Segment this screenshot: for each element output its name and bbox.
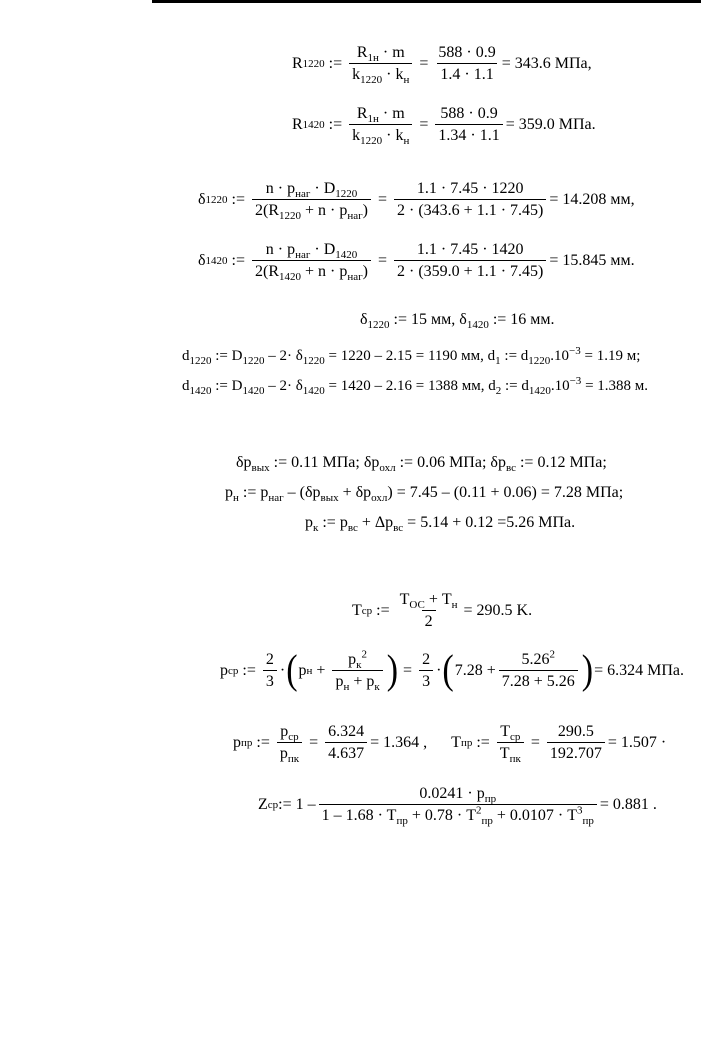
t: .10	[550, 348, 570, 364]
t: + 0.0107 · T	[492, 807, 577, 824]
assign: :=	[242, 662, 256, 679]
eq: =	[530, 734, 540, 751]
symbolic-fraction	[252, 180, 371, 223]
s: ср	[510, 731, 521, 744]
den: 7.28 + 5.26	[499, 670, 578, 690]
t: := 0.06 МПа; δp	[395, 454, 506, 471]
s: к	[313, 522, 319, 535]
eq: =	[403, 662, 413, 679]
den: 192.707	[547, 742, 605, 762]
num: 588 · 0.9	[440, 105, 498, 122]
symbolic-fraction	[349, 105, 412, 148]
d: 3	[263, 670, 277, 690]
t: := 16 мм.	[488, 311, 555, 328]
t: · k	[386, 66, 404, 83]
num: 6.324	[328, 723, 365, 740]
t: := 1 –	[278, 796, 316, 813]
n: 2	[422, 651, 431, 668]
value-fraction	[394, 242, 546, 280]
t: := 15 мм, δ	[389, 311, 467, 328]
fraction	[497, 723, 524, 766]
paren: (	[286, 648, 298, 693]
t: := d	[501, 378, 529, 394]
den: 2 · (343.6 + 1.1 · 7.45)	[394, 199, 546, 219]
den: 2	[422, 610, 436, 630]
t: · m	[382, 105, 405, 122]
s: 1420	[466, 319, 489, 332]
t: p	[280, 723, 289, 740]
eq-delta1420: δ 1420 := $\frac{n \cdot p_{наг} \cdot D_{1420}}{2(R_{1420} + n \cdot p_{наг})}$ = $\frac{1.1 \cdot 7.45 \cdot 1420}{2 \cdot (359.0 + 1.1 \cdot 7.45)}$ = 15.845 мм.	[198, 241, 635, 284]
s: 1220	[189, 355, 212, 367]
s: наг	[295, 188, 311, 201]
t: – 2· δ	[264, 348, 303, 364]
t: 0.0241 · p	[419, 785, 485, 802]
eq-pn	[225, 484, 624, 505]
t: + n · p	[305, 202, 348, 219]
s: н	[233, 492, 239, 505]
eq-r1420: R 1420 := $\frac{R_{1н} \cdot m}{k_{1220} \cdot k_н}$ = $\frac{588 \cdot 0.9}{1.34 \cdot 1.1}$ = 359.0 МПа.	[292, 105, 596, 148]
s: 1	[495, 355, 501, 367]
lhs: δ	[198, 191, 206, 208]
value-fraction	[499, 648, 578, 690]
t: = 1.388 м.	[581, 378, 649, 394]
t: R	[356, 44, 368, 61]
result: = 343.6 МПа,	[501, 55, 592, 72]
s: вых	[251, 462, 270, 475]
t: = 1420 – 2.16 = 1388 мм, d	[324, 378, 496, 394]
result: = 0.881 .	[599, 796, 657, 813]
assign: :=	[256, 734, 270, 751]
eq: =	[419, 55, 429, 72]
t: – (δp	[283, 484, 321, 501]
s: вс	[393, 522, 404, 535]
s: наг	[295, 249, 311, 262]
s: н	[403, 135, 410, 148]
s: 1420	[335, 249, 358, 262]
result: = 15.845 мм.	[549, 252, 635, 269]
eq-pcp: p ср := $\frac{2}{3}$ · ( p н + $\frac{p_к^2}{p_н + p_к}$ ) = $\frac{2}{3}$ · ( 7.28 + $\frac{5.26^2}{7.28 + 5.26}$ ) = 6.324 МПа.	[220, 648, 685, 694]
eq-delta1220: δ 1220 := $\frac{n \cdot p_{наг} \cdot D_{1220}}{2(R_{1220} + n \cdot p_{наг})}$ = $\frac{1.1 \cdot 7.45 \cdot 1220}{2 \cdot (343.6 + 1.1 \cdot 7.45)}$ = 14.208 мм,	[198, 180, 635, 223]
s: охл	[379, 462, 396, 475]
t: · m	[382, 44, 405, 61]
t: p	[279, 745, 288, 762]
result: = 1.507 ·	[607, 734, 667, 751]
t: 2(R	[255, 263, 280, 280]
s: 1420	[279, 271, 302, 284]
s: наг	[268, 492, 284, 505]
eq-d1220	[182, 345, 641, 367]
t: .10	[550, 378, 570, 394]
s: 1420	[528, 385, 551, 397]
t: p	[305, 514, 313, 531]
t: T	[399, 591, 410, 608]
inner-fraction	[332, 648, 382, 694]
fraction	[277, 723, 302, 766]
s: 1420	[302, 385, 325, 397]
eq-zcp: Z ср := 1 – $\frac{0.0241 \cdot p_{пр}}{1 - 1.68 \cdot T_{пр} + 0.78 \cdot T^2_{пр} + 0.0107 \cdot T^3_{пр}}$ = 0.881 .	[258, 785, 657, 828]
t: p	[298, 662, 307, 679]
d: 3	[419, 670, 433, 690]
eq-ppr: p пр := $\frac{p_{ср}}{p_{пк}}$ = $\frac{6.324}{4.637}$ = 1.364 , T пр := $\frac{T_{ср}}{T_{пк}}$ = $\frac{290.5}{192.707}$ = 1.507 ·	[233, 723, 667, 766]
t: n · p	[265, 241, 296, 258]
s: 2	[475, 804, 482, 817]
s: 1220	[335, 188, 358, 201]
t: T	[451, 734, 461, 751]
t: · k	[386, 127, 404, 144]
assign: :=	[476, 734, 490, 751]
t: ) = 7.45 – (0.11 + 0.06) = 7.28 МПа;	[387, 484, 624, 501]
t: := 0.12 МПа;	[515, 454, 607, 471]
t: = 1.19 м;	[580, 348, 641, 364]
t: := D	[211, 378, 243, 394]
paren: (	[442, 648, 454, 693]
s: пр	[396, 815, 408, 828]
t: d	[182, 378, 190, 394]
plus: +	[316, 662, 326, 679]
s: н	[451, 599, 458, 612]
t: d	[182, 348, 190, 364]
den: 1.34 · 1.1	[435, 124, 502, 144]
s: 1220	[360, 74, 383, 87]
t: n · p	[265, 180, 296, 197]
eq-d1420	[182, 375, 649, 397]
s: 2	[361, 648, 367, 661]
s: пк	[509, 753, 521, 766]
assign: :=	[328, 116, 343, 133]
t: := p	[238, 484, 269, 501]
s: пк	[287, 753, 300, 766]
t: T	[352, 602, 362, 619]
s: охл	[371, 492, 388, 505]
eq-delta-selected	[360, 311, 555, 332]
s: ОС	[409, 599, 425, 612]
num: 290.5	[557, 723, 594, 740]
lhs: R	[292, 116, 303, 133]
t: + Δp	[357, 514, 394, 531]
t: := 0.11 МПа; δp	[269, 454, 380, 471]
eq: =	[309, 734, 319, 751]
t: R	[356, 105, 368, 122]
eq: =	[377, 252, 388, 269]
t: δ	[360, 311, 368, 328]
t: – 2· δ	[264, 378, 303, 394]
den: 4.637	[325, 742, 367, 762]
value-fraction	[547, 724, 605, 762]
s: −3	[569, 375, 582, 387]
s: 1420	[189, 385, 212, 397]
symbolic-fraction	[252, 241, 371, 284]
t: p	[225, 484, 233, 501]
t: := d	[500, 348, 529, 364]
num: 1.1 · 7.45 · 1420	[416, 241, 524, 258]
s: 1420	[242, 385, 265, 397]
t: · D	[314, 180, 336, 197]
lhs: δ	[198, 252, 206, 269]
result: = 14.208 мм,	[549, 191, 635, 208]
t: + T	[424, 591, 452, 608]
fraction	[397, 592, 461, 630]
t: := p	[318, 514, 348, 531]
t: + n · p	[305, 263, 348, 280]
eq-pk	[305, 514, 576, 535]
result: = 6.324 МПа.	[594, 662, 685, 679]
t: 1 – 1.68 · T	[321, 807, 397, 824]
t: + δp	[338, 484, 372, 501]
paren: )	[386, 648, 399, 693]
t: = 5.14 + 0.12 =5.26 МПа.	[403, 514, 576, 531]
t: T	[499, 745, 510, 762]
assign: :=	[231, 252, 246, 269]
assign: :=	[328, 55, 343, 72]
s: 1220	[367, 319, 390, 332]
s: 1220	[279, 210, 302, 223]
s: 2	[495, 385, 502, 397]
t: p	[220, 662, 228, 679]
paren: )	[581, 648, 594, 693]
t: := D	[211, 348, 243, 364]
s: пр	[481, 815, 493, 828]
value-fraction	[325, 724, 367, 762]
s: вс	[347, 522, 358, 535]
dot: ·	[436, 662, 442, 679]
result: = 290.5 K.	[463, 602, 533, 619]
s: вых	[320, 492, 339, 505]
assign: :=	[376, 602, 390, 619]
s: 2	[549, 648, 556, 661]
value-fraction	[435, 45, 498, 83]
s: н	[343, 681, 350, 694]
eq: =	[419, 116, 429, 133]
t: · D	[314, 241, 336, 258]
s: −3	[569, 345, 581, 357]
s: к	[374, 681, 380, 694]
eq: =	[377, 191, 388, 208]
s: 1220	[302, 355, 325, 367]
t: Z	[258, 796, 268, 813]
assign: :=	[231, 191, 246, 208]
s: ср	[288, 731, 299, 744]
fraction	[319, 785, 597, 828]
den: 2 · (359.0 + 1.1 · 7.45)	[394, 260, 546, 280]
t: k	[352, 127, 361, 144]
t: + 0.78 · T	[407, 807, 476, 824]
s: 1220	[360, 135, 383, 148]
s: к	[356, 659, 362, 672]
s: пр	[582, 815, 594, 828]
num: 1.1 · 7.45 · 1220	[416, 180, 524, 197]
dot: ·	[279, 662, 286, 679]
coef	[419, 652, 433, 690]
t: 5.26	[521, 651, 550, 668]
t: = 1220 – 2.15 = 1190 мм, d	[324, 348, 496, 364]
value-fraction	[394, 181, 546, 219]
s: 1220	[242, 355, 265, 367]
n: 2	[265, 651, 274, 668]
value-fraction	[435, 106, 502, 144]
s: 1н	[367, 52, 379, 65]
top-rule	[152, 0, 701, 3]
t: p	[233, 734, 241, 751]
t: k	[352, 66, 361, 83]
result: = 1.364 ,	[370, 734, 428, 751]
s: наг	[347, 271, 363, 284]
den: 1.4 · 1.1	[437, 63, 496, 83]
s: 3	[576, 804, 583, 817]
symbolic-fraction	[349, 44, 412, 87]
result: = 359.0 МПа.	[505, 116, 596, 133]
lhs: R	[292, 55, 303, 72]
eq-r1220: R 1220 := $\frac{R_{1н} \cdot m}{k_{1220} \cdot k_н}$ = $\frac{588 \cdot 0.9}{1.4 \cdot 1.1}$ = 343.6 МПа,	[292, 44, 592, 87]
t: T	[500, 723, 510, 740]
coef	[263, 652, 277, 690]
s: наг	[347, 210, 363, 223]
num: 588 · 0.9	[438, 44, 496, 61]
s: вс	[505, 462, 516, 475]
t: p	[335, 673, 344, 690]
s: 1220	[528, 355, 551, 367]
eq-tcp: T ср := $\frac{T_{ОС} + T_н}{2}$ = 290.5 K.	[352, 591, 533, 630]
t: 2(R	[255, 202, 280, 219]
t: 7.28 +	[454, 662, 496, 679]
eq-delta-p	[236, 454, 607, 475]
s: н	[403, 74, 410, 87]
t: )	[362, 202, 368, 219]
t: )	[362, 263, 368, 280]
t: + p	[349, 673, 375, 690]
s: пр	[484, 793, 497, 806]
t: δp	[236, 454, 252, 471]
t: p	[348, 651, 357, 668]
s: 1н	[367, 113, 379, 126]
